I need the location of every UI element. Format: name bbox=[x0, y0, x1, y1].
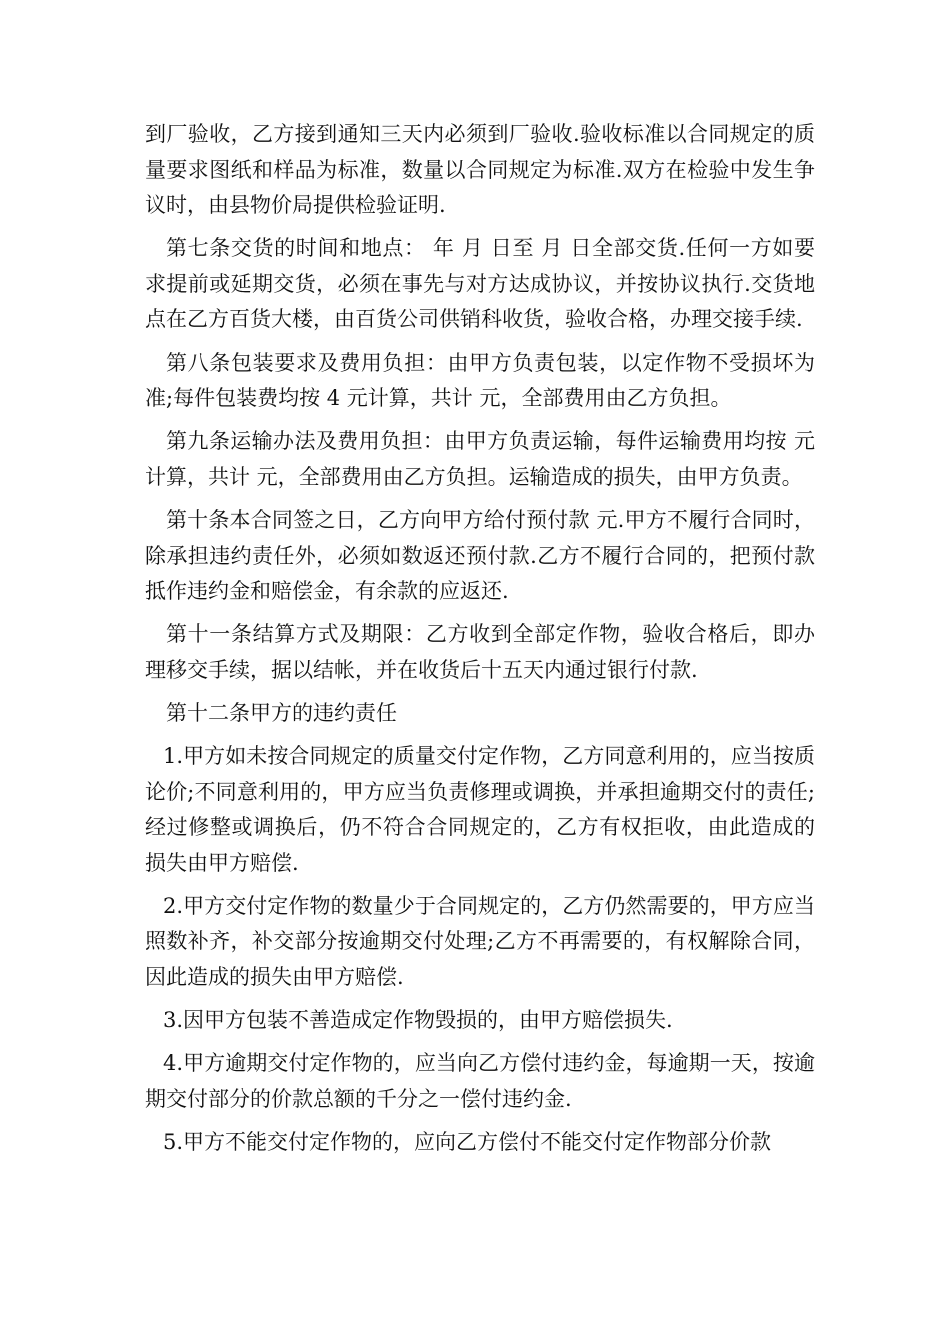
paragraph-item-2: 2.甲方交付定作物的数量少于合同规定的，乙方仍然需要的，甲方应当照数补齐，补交部分按逾期交付处理;乙方不再需要的，有权解除合同，因此造成的损失由甲方赔偿. bbox=[145, 893, 815, 990]
paragraph-article-12-heading: 第十二条甲方的违约责任 bbox=[166, 700, 397, 725]
paragraph-article-8: 第八条包装要求及费用负担：由甲方负责包装，以定作物不受损坏为准;每件包装费均按 4 元计算，共计 元，全部费用由乙方负担。 bbox=[145, 350, 815, 411]
paragraph-article-11: 第十一条结算方式及期限：乙方收到全部定作物，验收合格后，即办理移交手续，据以结帐，并在收货后十五天内通过银行付款. bbox=[145, 622, 815, 682]
paragraph-article-7: 第七条交货的时间和地点： 年 月 日至 月 日全部交货.任何一方如要求提前或延期交货，必须在事先与对方达成协议，并按协议执行.交货地点在乙方百货大楼，由百货公司供销科收货，验收合格，办理交接手续. bbox=[145, 236, 815, 332]
paragraph-article-9: 第九条运输办法及费用负担：由甲方负责运输，每件运输费用均按 元计算，共计 元，全部费用由乙方负担。运输造成的损失，由甲方负责。 bbox=[145, 429, 815, 489]
paragraph-item-5: 5.甲方不能交付定作物的，应向乙方偿付不能交付定作物部分价款 bbox=[163, 1129, 772, 1154]
document-page bbox=[145, 117, 815, 1168]
paragraph-inspection: 到厂验收，乙方接到通知三天内必须到厂验收.验收标准以合同规定的质量要求图纸和样品为标准，数量以合同规定为标准.双方在检验中发生争议时，由县物价局提供检验证明. bbox=[145, 122, 815, 218]
paragraph-item-1: 1.甲方如未按合同规定的质量交付定作物，乙方同意利用的，应当按质论价;不同意利用的，甲方应当负责修理或调换，并承担逾期交付的责任;经过修整或调换后，仍不符合合同规定的，乙方有权拒收，由此造成的损失由甲方赔偿. bbox=[145, 744, 815, 875]
paragraph-item-3: 3.因甲方包装不善造成定作物毁损的，由甲方赔偿损失. bbox=[163, 1008, 673, 1033]
paragraph-item-4: 4.甲方逾期交付定作物的，应当向乙方偿付违约金，每逾期一天，按逾期交付部分的价款总额的千分之一偿付违约金. bbox=[145, 1051, 815, 1111]
paragraph-article-10: 第十条本合同签之日，乙方向甲方给付预付款 元.甲方不履行合同时，除承担违约责任外，必须如数返还预付款.乙方不履行合同的，把预付款抵作违约金和赔偿金，有余款的应返还. bbox=[145, 507, 815, 604]
